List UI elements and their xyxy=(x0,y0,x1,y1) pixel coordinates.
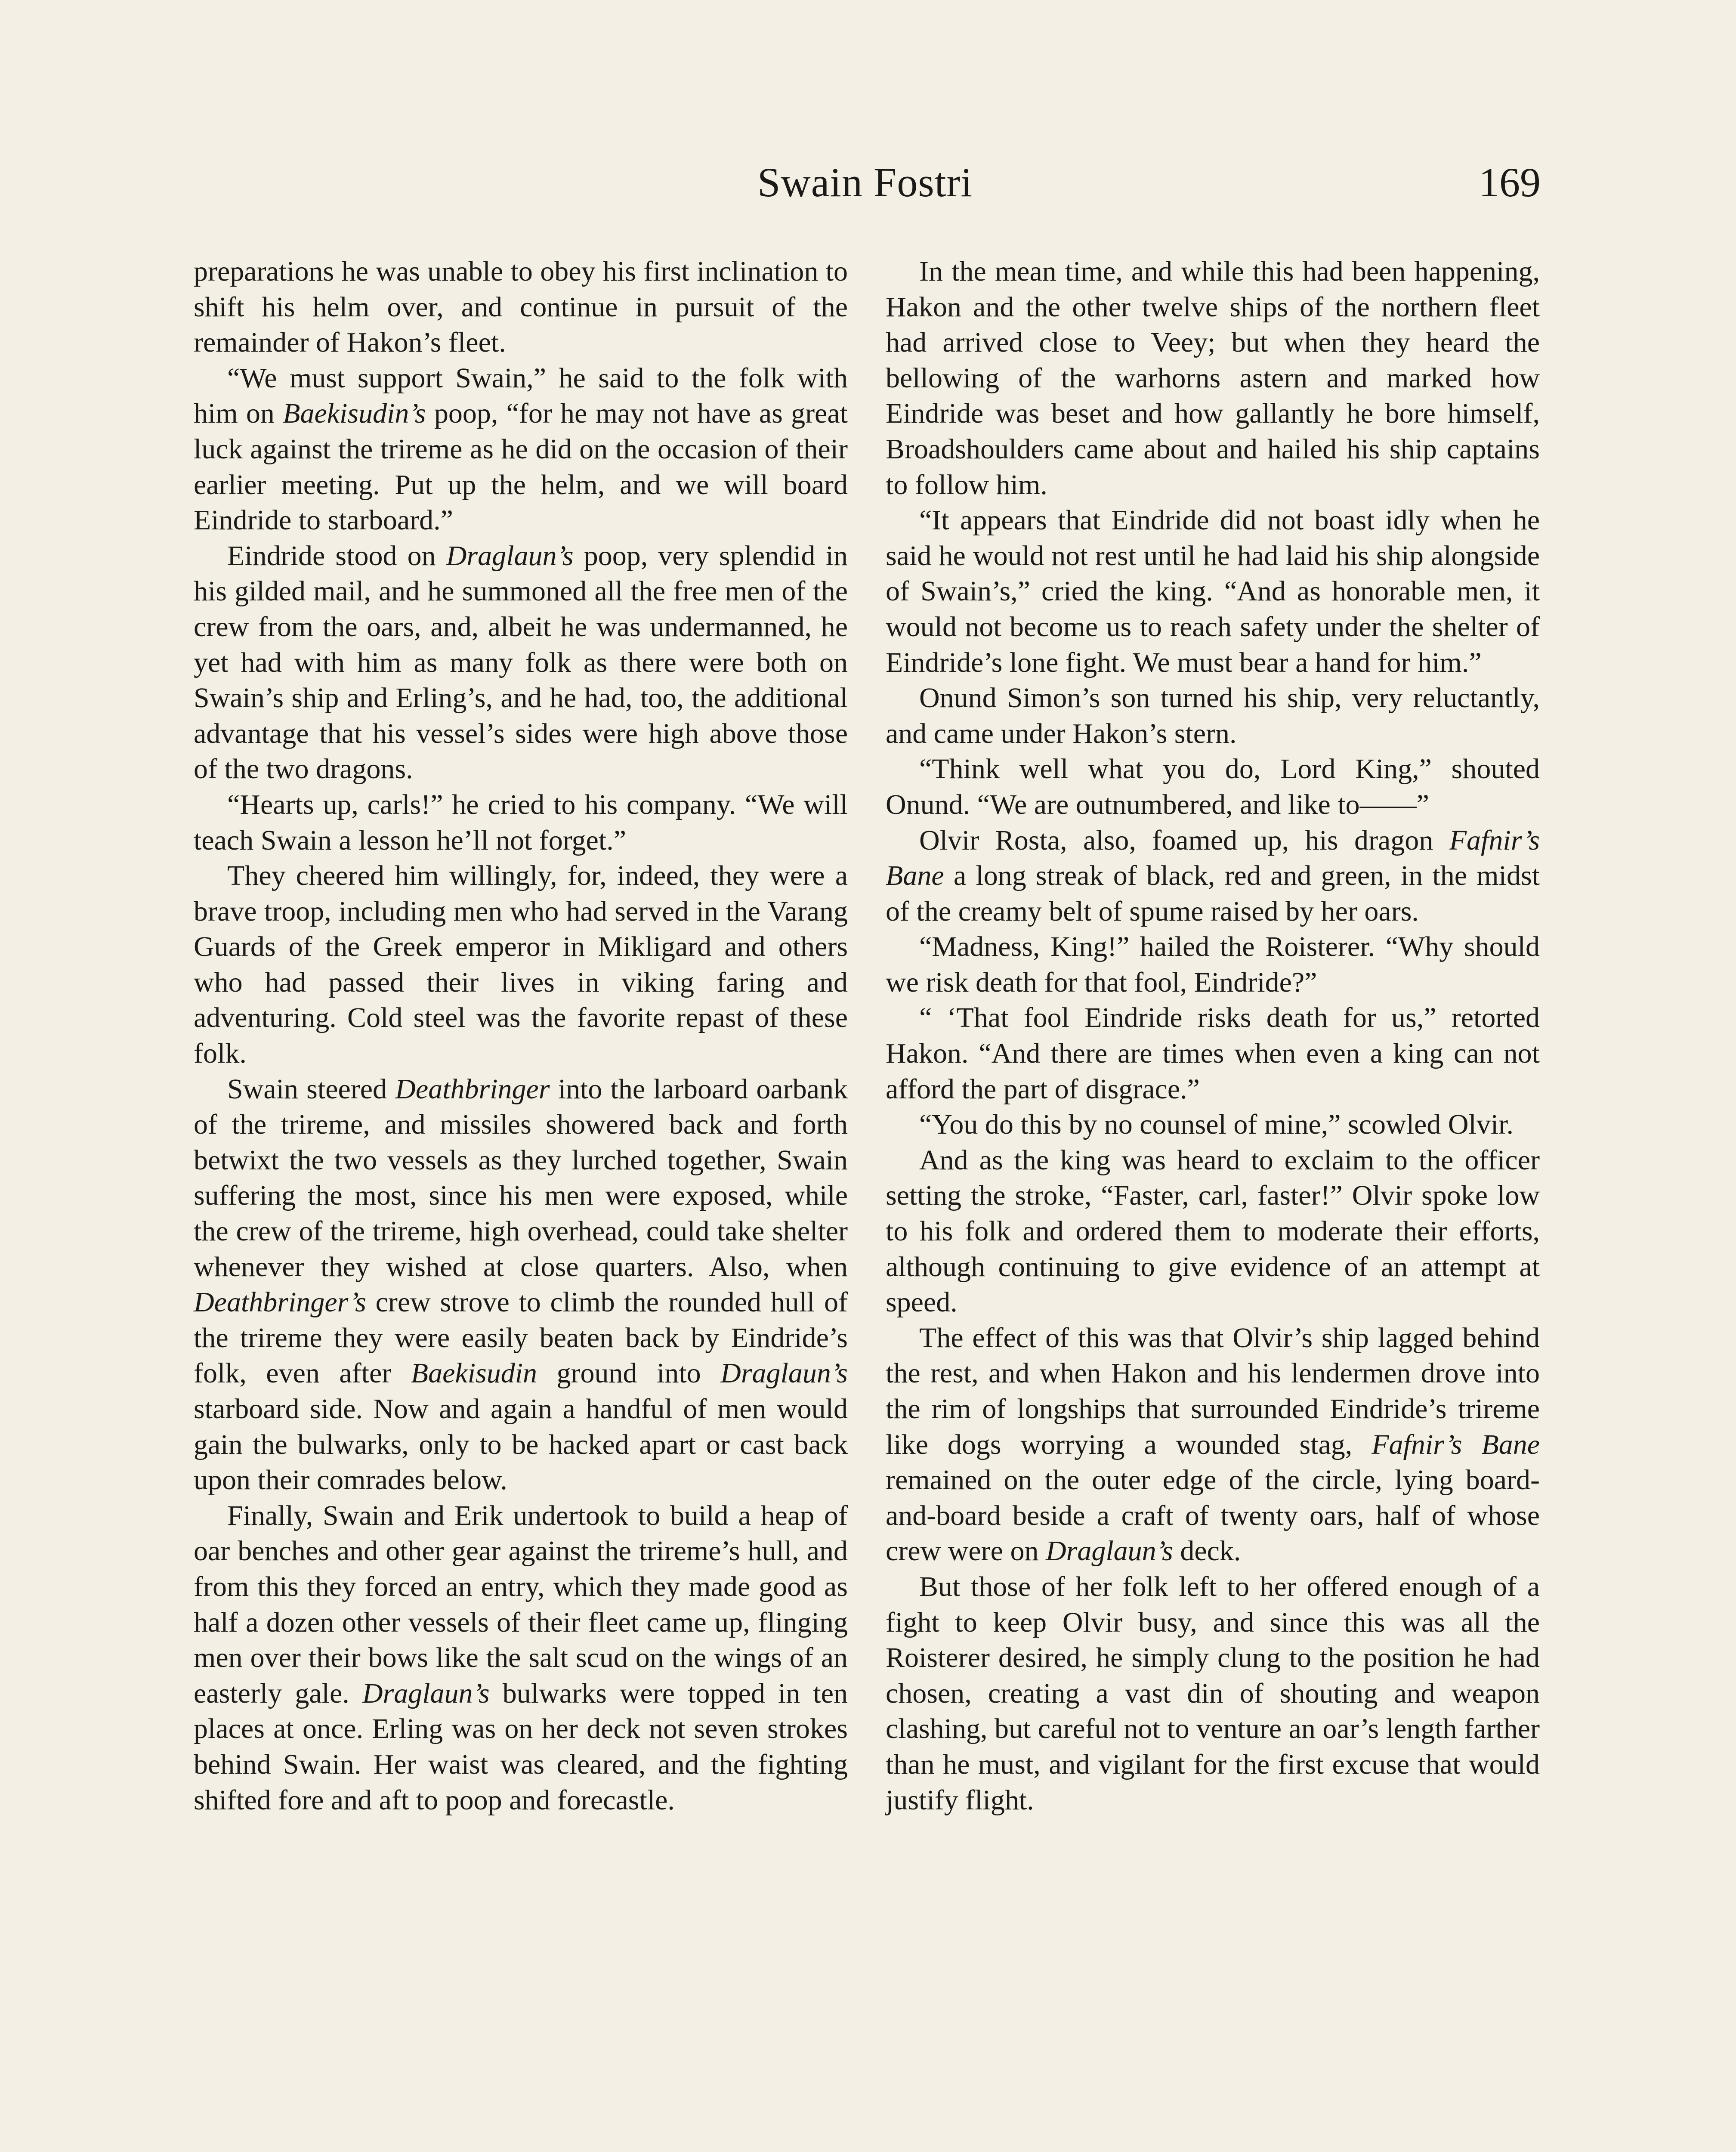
page-number: 169 xyxy=(1479,159,1541,205)
running-title: Swain Fostri xyxy=(757,159,973,205)
text-segment: starboard side. Now and again a handful of men would gain the bulwarks, only to be hacked apart or cast back upon their comrades below. xyxy=(194,1393,848,1496)
italic-text: Fafnir’s Bane xyxy=(886,824,1540,892)
paragraph xyxy=(886,1320,1540,1569)
text-segment: They cheered him willingly, for, indeed, they were a brave troop, including men who had served in the Varang Guards of the Greek emperor in Mikligard and others who had passed their lives in viking faring and adventuring. Cold steel was the favorite repast of these folk. xyxy=(194,860,848,1070)
left-text-column xyxy=(194,254,848,1818)
text-segment: “Hearts up, carls!” he cried to his company. “We will teach Swain a lesson he’ll not forget.” xyxy=(194,788,848,856)
paragraph xyxy=(886,1000,1540,1107)
text-segment: In the mean time, and while this had been happening, Hakon and the other twelve ships of the northern fleet had arrived close to Veey; but when they heard the bellowing of the warhorns astern and marked how Eindride was beset and how gallantly he bore himself, Broadshoulders came about and hailed his ship captains to follow him. xyxy=(886,256,1540,501)
text-segment: poop, “for he may not have as great luck against the trireme as he did on the occasion of their earlier meeting. Put up the helm, and we will board Eindride to starboard.” xyxy=(194,398,848,536)
text-segment: Olvir Rosta, also, foamed up, his dragon xyxy=(919,824,1449,856)
paragraph xyxy=(194,254,848,361)
paragraph xyxy=(194,1498,848,1818)
text-segment: Finally, Swain and Erik undertook to build a heap of oar benches and other gear against the trireme’s hull, and from this they forced an entry, which they made good as half a dozen other vessels of their fleet came up, flinging men over their bows like the salt scud on the wings of an easterly gale. xyxy=(194,1500,848,1709)
text-segment: “Madness, King!” hailed the Roisterer. “Why should we risk death for that fool, Eindride?” xyxy=(886,931,1540,998)
text-segment: The effect of this was that Olvir’s ship lagged behind the rest, and when Hakon and his lendermen drove into the rim of longships that surrounded Eindride’s trireme like dogs worrying a wounded stag, xyxy=(886,1322,1540,1460)
text-segment: But those of her folk left to her offered enough of a fight to keep Olvir busy, and since this was all the Roisterer desired, he simply clung to the position he had chosen, creating a vast din of shouting and weapon clashing, but careful not to venture an oar’s length farther than he must, and vigilant for the first excuse that would justify flight. xyxy=(886,1571,1540,1816)
paragraph xyxy=(194,538,848,787)
italic-text: Draglaun’s xyxy=(1045,1535,1173,1567)
text-segment: into the larboard oarbank of the trireme, and missiles showered back and forth betwixt the two vessels as they lurched together, Swain suffering the most, since his men were exposed, while the crew of the trireme, high overhead, could take shelter whenever they wished at close quarters. Also, when xyxy=(194,1073,848,1283)
text-segment: ground into xyxy=(537,1357,721,1389)
italic-text: Fafnir’s Bane xyxy=(1372,1428,1540,1460)
paragraph xyxy=(194,361,848,538)
paragraph xyxy=(886,254,1540,503)
text-segment: Eindride stood on xyxy=(227,540,446,572)
italic-text: Deathbringer xyxy=(395,1073,550,1105)
text-segment: deck. xyxy=(1173,1535,1241,1567)
italic-text: Draglaun’s xyxy=(362,1677,490,1709)
paragraph xyxy=(886,1143,1540,1320)
paragraph xyxy=(886,1107,1540,1143)
text-segment: “ ‘That fool Eindride risks death for us,” retorted Hakon. “And there are times when even a king can not afford the part of disgrace.” xyxy=(886,1002,1540,1105)
text-segment: “It appears that Eindride did not boast idly when he said he would not rest until he had laid his ship alongside of Swain’s,” cried the king. “And as honorable men, it would not become us to reach safety under the shelter of Eindride’s lone fight. We must bear a hand for him.” xyxy=(886,504,1540,678)
italic-text: Deathbringer’s xyxy=(194,1286,366,1318)
right-text-column xyxy=(886,254,1540,1818)
italic-text: Draglaun’s xyxy=(446,540,574,572)
paragraph xyxy=(886,680,1540,751)
paragraph xyxy=(886,1569,1540,1818)
text-segment: “You do this by no counsel of mine,” scowled Olvir. xyxy=(919,1109,1514,1141)
italic-text: Baekisudin xyxy=(411,1357,537,1389)
text-segment: Onund Simon’s son turned his ship, very reluctantly, and came under Hakon’s stern. xyxy=(886,682,1540,749)
text-segment: bulwarks were topped in ten places at once. Erling was on her deck not seven strokes behind Swain. Her waist was cleared, and the fighting shifted fore and aft to poop and forecastle. xyxy=(194,1677,848,1816)
text-segment: remained on the outer edge of the circle, lying board-and-board beside a craft of twenty oars, half of whose crew were on xyxy=(886,1464,1540,1567)
page-header xyxy=(189,158,1541,219)
text-segment: Swain steered xyxy=(227,1073,395,1105)
paragraph xyxy=(194,858,848,1072)
text-segment: poop, very splendid in his gilded mail, and he summoned all the free men of the crew from the oars, and, albeit he was undermanned, he yet had with him as many folk as there were both on Swain’s ship and Erling’s, and he had, too, the additional advantage that his vessel’s sides were high above those of the two dragons. xyxy=(194,540,848,785)
text-segment: crew strove to climb the rounded hull of the trireme they were easily beaten back by Eindride’s folk, even after xyxy=(194,1286,848,1389)
text-segment: a long streak of black, red and green, in the midst of the creamy belt of spume raised by her oars. xyxy=(886,860,1540,927)
text-segment: “We must support Swain,” he said to the folk with him on xyxy=(194,362,848,430)
paragraph xyxy=(886,929,1540,1000)
text-segment: “Think well what you do, Lord King,” shouted Onund. “We are outnumbered, and like to——” xyxy=(886,753,1540,820)
italic-text: Draglaun’s xyxy=(720,1357,848,1389)
paragraph xyxy=(886,823,1540,930)
text-segment: preparations he was unable to obey his first inclination to shift his helm over, and continue in pursuit of the remainder of Hakon’s fleet. xyxy=(194,256,848,359)
paragraph xyxy=(886,503,1540,680)
text-segment: And as the king was heard to exclaim to the officer setting the stroke, “Faster, carl, faster!” Olvir spoke low to his folk and ordered them to moderate their efforts, although continuing to give evidence of an attempt at speed. xyxy=(886,1144,1540,1318)
paragraph xyxy=(886,751,1540,822)
paragraph xyxy=(194,787,848,858)
italic-text: Baekisudin’s xyxy=(283,398,426,430)
paragraph xyxy=(194,1072,848,1498)
